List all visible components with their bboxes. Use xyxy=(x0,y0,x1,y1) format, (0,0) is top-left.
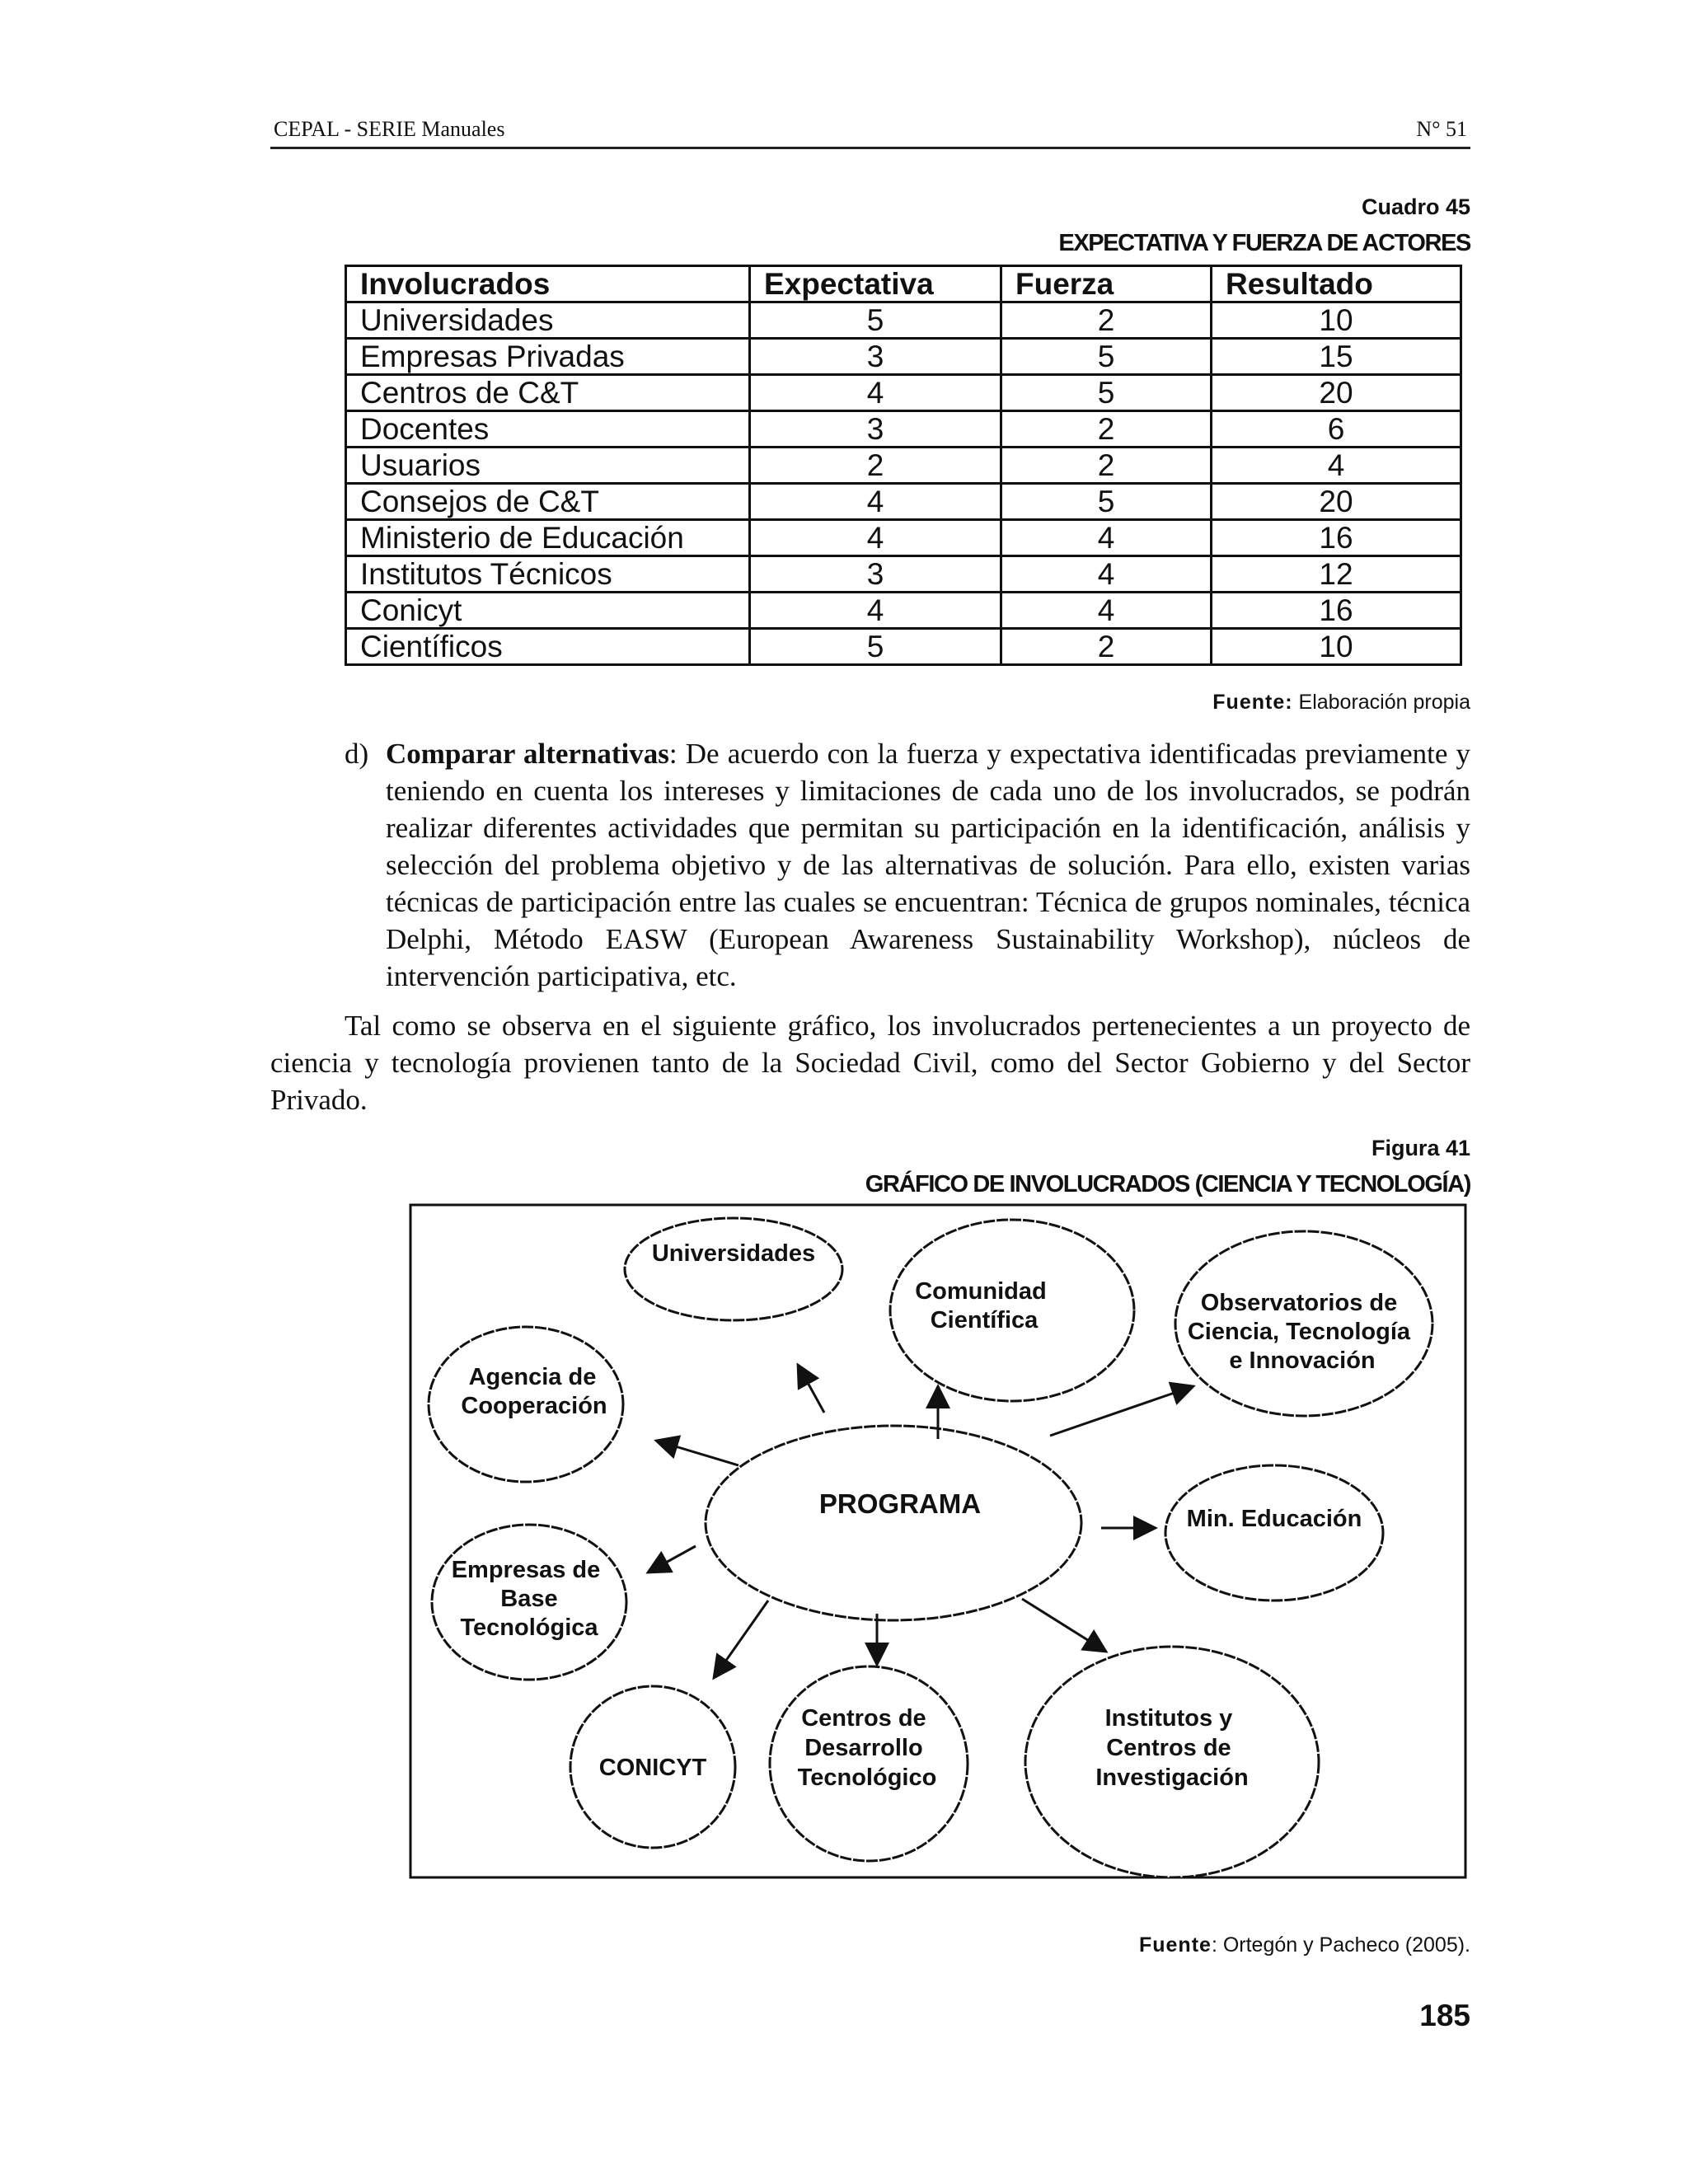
column-header: Expectativa xyxy=(750,266,1001,302)
table-cell: 2 xyxy=(1001,448,1212,484)
table-source xyxy=(1212,691,1470,715)
figure-source-text: : Ortegón y Pacheco (2005). xyxy=(1211,1933,1470,1957)
table-cell: 6 xyxy=(1212,411,1461,448)
table-cell: 5 xyxy=(750,629,1001,665)
table-cell: 3 xyxy=(750,556,1001,593)
table-cell: Centros de C&T xyxy=(346,375,750,411)
svg-text:CONICYT xyxy=(599,1755,707,1781)
node-conicyt xyxy=(570,1686,735,1848)
table-row xyxy=(346,411,1461,448)
paragraph-d-heading: Comparar alternativas xyxy=(386,738,669,770)
node-centros-desarrollo xyxy=(770,1666,968,1861)
node-label-line: Observatorios de xyxy=(1200,1290,1398,1316)
arrow-to-observatorios xyxy=(1050,1386,1193,1436)
node-label-line: Científica xyxy=(930,1307,1039,1333)
header-series: CEPAL - SERIE Manuales xyxy=(274,117,505,141)
svg-text:Institutos y Centros d xyxy=(1095,1705,1248,1791)
paragraph-intro-figure: Tal como se observa en el siguiente gráfico, los involucrados pertenecientes a un proyecto de ciencia y tecnología provienen tanto de la Sociedad Civil, como del Sector Gobierno y del Sector Privado. xyxy=(270,1010,1470,1116)
node-label-line: Ciencia, Tecnología xyxy=(1187,1319,1411,1345)
table-cell: Usuarios xyxy=(346,448,750,484)
node-label-line: Desarrollo xyxy=(804,1735,923,1761)
table-cell: Consejos de C&T xyxy=(346,484,750,520)
arrow-to-agencia xyxy=(656,1441,738,1465)
center-label: PROGRAMA xyxy=(818,1488,982,1519)
table-cell: 4 xyxy=(750,375,1001,411)
table-cell: 2 xyxy=(1001,302,1212,339)
node-min-educacion xyxy=(1165,1465,1383,1601)
table-cell: 5 xyxy=(1001,375,1212,411)
table-cell: 4 xyxy=(1001,593,1212,629)
table-cell: Docentes xyxy=(346,411,750,448)
figure-source-label: Fuente xyxy=(1138,1933,1212,1957)
node-label-line: Centros de xyxy=(1106,1735,1231,1761)
node-label-line: Universidades xyxy=(651,1240,816,1267)
table-cell: 4 xyxy=(750,484,1001,520)
svg-text:Min. Educación xyxy=(1187,1506,1362,1532)
actors-table xyxy=(345,265,1462,666)
figure-caption-title: GRÁFICO DE INVOLUCRADOS (CIENCIA Y TECNOLOGÍA) xyxy=(865,1171,1470,1197)
figure-source xyxy=(1139,1933,1470,1957)
page-number: 185 xyxy=(1419,1999,1470,2032)
table-cell: 20 xyxy=(1212,484,1461,520)
stakeholder-diagram xyxy=(409,1203,1467,1879)
figure-caption-number: Figura 41 xyxy=(1371,1136,1470,1160)
arrow-to-conicyt xyxy=(714,1601,768,1678)
table-cell: 16 xyxy=(1212,593,1461,629)
paragraph-d xyxy=(345,735,1470,995)
node-empresas-base-tecnologica xyxy=(432,1525,626,1680)
table-header-row xyxy=(346,266,1461,302)
node-label-line: Empresas de xyxy=(451,1557,601,1583)
table-cell: 4 xyxy=(750,593,1001,629)
table-cell: 4 xyxy=(1212,448,1461,484)
table-cell: 3 xyxy=(750,411,1001,448)
table-cell: 2 xyxy=(1001,411,1212,448)
table-source-label: Fuente: xyxy=(1212,691,1293,714)
table-cell: 20 xyxy=(1212,375,1461,411)
table-row xyxy=(346,339,1461,375)
column-header: Resultado xyxy=(1212,266,1461,302)
table-row xyxy=(346,448,1461,484)
node-label-line: Comunidad xyxy=(915,1278,1047,1305)
node-label-line: Min. Educación xyxy=(1186,1506,1362,1532)
table-cell: 4 xyxy=(1001,556,1212,593)
table-cell: Conicyt xyxy=(346,593,750,629)
node-label-line: Centros de xyxy=(801,1705,926,1732)
node-institutos xyxy=(1025,1647,1319,1877)
table-row xyxy=(346,593,1461,629)
node-comunidad-cientifica xyxy=(890,1220,1134,1401)
table-cell: Ministerio de Educación xyxy=(346,520,750,556)
table-row xyxy=(346,556,1461,593)
node-label-line: Tecnológico xyxy=(797,1765,937,1791)
table-row xyxy=(346,302,1461,339)
table-cell: Empresas Privadas xyxy=(346,339,750,375)
table-cell: 10 xyxy=(1212,302,1461,339)
table-row xyxy=(346,375,1461,411)
node-label-line: Agencia de xyxy=(468,1364,597,1390)
svg-text:PROGRAMA xyxy=(819,1488,981,1519)
arrow-to-empresas xyxy=(648,1546,696,1572)
table-cell: 2 xyxy=(750,448,1001,484)
svg-text:Centros de Desarrollo xyxy=(798,1705,937,1791)
svg-text:Universidades xyxy=(652,1240,815,1267)
node-agencia-cooperacion xyxy=(429,1327,623,1482)
paragraph-d-text: : De acuerdo con la fuerza y expectativa identificadas previamente y teniendo en cuenta los intereses y limitaciones de cada uno de los involucrados, se podrán realizar diferentes actividades que permitan su participación en la identificación, análisis y selección del problema objetivo y de las alternativas de solución. Para ello, existen varias técnicas de participación entre las cuales se encuentran: Técnica de grupos nominales, técnica Delphi, Método EASW (European Awareness Sustainability Workshop), núcleos de intervención participativa, etc. xyxy=(386,738,1471,992)
table-cell: Universidades xyxy=(346,302,750,339)
table-cell: 4 xyxy=(750,520,1001,556)
table-row xyxy=(346,520,1461,556)
node-observatorios xyxy=(1175,1231,1432,1416)
table-cell: 5 xyxy=(1001,339,1212,375)
table-cell: 2 xyxy=(1001,629,1212,665)
table-cell: 3 xyxy=(750,339,1001,375)
node-label-line: Cooperación xyxy=(461,1393,607,1419)
table-cell: 15 xyxy=(1212,339,1461,375)
table-caption-title: EXPECTATIVA Y FUERZA DE ACTORES xyxy=(1058,230,1470,256)
table-cell: 5 xyxy=(1001,484,1212,520)
node-label-line: Tecnológica xyxy=(460,1615,598,1641)
node-programa xyxy=(706,1426,1081,1620)
table-row xyxy=(346,484,1461,520)
node-label-line: Institutos y xyxy=(1104,1705,1233,1732)
arrow-to-universidades xyxy=(798,1365,824,1413)
table-cell: 12 xyxy=(1212,556,1461,593)
table-cell: 4 xyxy=(1001,520,1212,556)
header-number: N° 51 xyxy=(1416,117,1467,141)
table-caption-number: Cuadro 45 xyxy=(1361,194,1470,219)
table-cell: Científicos xyxy=(346,629,750,665)
node-label-line: Investigación xyxy=(1095,1765,1249,1791)
table-source-text: Elaboración propia xyxy=(1298,691,1470,714)
arrow-to-institutos xyxy=(1022,1599,1106,1652)
column-header: Involucrados xyxy=(346,266,750,302)
table-row xyxy=(346,629,1461,665)
node-label-line: e Innovación xyxy=(1229,1347,1376,1374)
node-universidades xyxy=(625,1218,842,1320)
list-marker: d) xyxy=(345,738,369,770)
node-label-line: CONICYT xyxy=(598,1755,707,1781)
table-cell: 16 xyxy=(1212,520,1461,556)
node-label-line: Base xyxy=(500,1586,558,1612)
running-header xyxy=(270,117,1470,149)
column-header: Fuerza xyxy=(1001,266,1212,302)
table-cell: 10 xyxy=(1212,629,1461,665)
table-cell: Institutos Técnicos xyxy=(346,556,750,593)
table-cell: 5 xyxy=(750,302,1001,339)
